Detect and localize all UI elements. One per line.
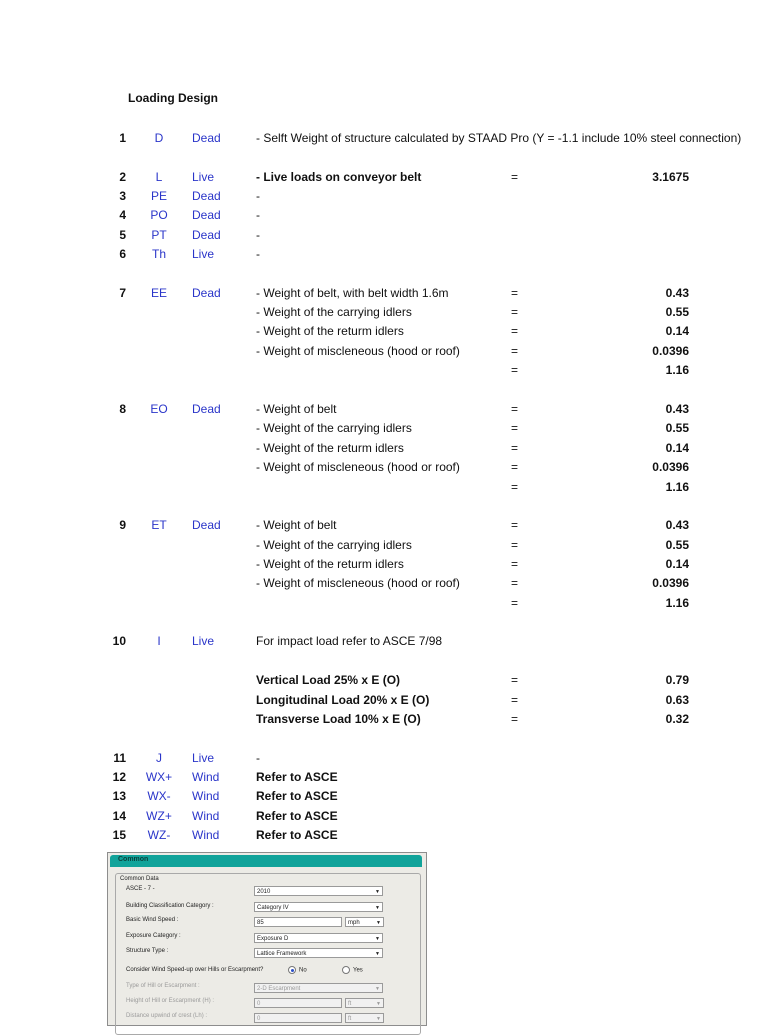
load-description: Refer to ASCE [256, 770, 338, 784]
row-number: 2 [119, 170, 126, 184]
dropdown-arrow-icon: ▼ [376, 920, 381, 926]
wind-speed-unit-select[interactable] [345, 917, 384, 927]
load-description: For impact load refer to ASCE 7/98 [256, 634, 443, 648]
hill-height-label: Height of Hill or Escarpment (H) : [126, 998, 215, 1004]
distance-label: Distance upwind of crest (Lh) : [126, 1013, 208, 1019]
load-value: 0.55 [665, 421, 689, 435]
wind-speed-input[interactable]: 85 [254, 917, 342, 927]
table-row [0, 458, 768, 476]
table-row [0, 439, 768, 457]
load-code: Th [151, 247, 166, 261]
load-type: Live [192, 751, 215, 765]
table-row [0, 168, 768, 186]
load-type: Live [192, 170, 215, 184]
equals-sign: = [511, 557, 519, 571]
load-total: 1.16 [665, 480, 689, 494]
exposure-value: Exposure D [257, 936, 289, 942]
load-description: - Weight of the carrying idlers [256, 421, 412, 435]
table-row [0, 807, 768, 825]
equals-sign: = [511, 441, 519, 455]
table-row [0, 787, 768, 805]
load-description: - Weight of the returm idlers [256, 557, 404, 571]
load-value: 0.32 [665, 712, 689, 726]
dialog-title: Common [118, 856, 149, 863]
load-code: J [156, 751, 162, 765]
structure-type-select[interactable] [254, 948, 383, 958]
row-number: 8 [119, 402, 126, 416]
table-row [0, 284, 768, 302]
table-row [0, 129, 768, 147]
load-type: Dead [192, 402, 221, 416]
dropdown-arrow-icon: ▼ [376, 1016, 381, 1022]
load-code: EO [150, 402, 168, 416]
table-row [0, 419, 768, 437]
load-description: - Weight of the carrying idlers [256, 305, 412, 319]
asce-value: 2010 [257, 889, 271, 895]
load-code: D [154, 131, 164, 145]
table-row [0, 671, 768, 689]
load-value: 0.14 [665, 557, 689, 571]
table-row [0, 361, 768, 379]
hill-type-select[interactable] [254, 983, 383, 993]
load-description: - Weight of the returm idlers [256, 324, 404, 338]
load-value: 0.55 [665, 538, 689, 552]
load-type: Live [192, 634, 215, 648]
dropdown-arrow-icon: ▼ [375, 986, 380, 992]
load-value: 0.43 [665, 402, 689, 416]
dropdown-arrow-icon: ▼ [375, 936, 380, 942]
equals-sign: = [511, 344, 519, 358]
table-row [0, 536, 768, 554]
load-description: - Weight of miscleneous (hood or roof) [256, 344, 460, 358]
distance-unit-select[interactable] [345, 1013, 384, 1023]
table-row [0, 187, 768, 205]
load-type: Dead [192, 208, 221, 222]
structure-type-label: Structure Type : [126, 948, 169, 954]
hill-height-unit-select[interactable] [345, 998, 384, 1008]
load-total: 1.16 [665, 363, 689, 377]
group-title: Common Data [120, 876, 159, 882]
row-number: 11 [113, 751, 126, 765]
load-description: - Live loads on conveyor belt [256, 170, 422, 184]
building-category-select[interactable] [254, 902, 383, 912]
equals-sign: = [511, 673, 519, 687]
load-code: WZ+ [146, 809, 172, 823]
equals-sign: = [511, 596, 519, 610]
yes-radio-label: Yes [353, 967, 363, 974]
equals-sign: = [511, 518, 519, 532]
table-row [0, 245, 768, 263]
load-code: PT [151, 228, 167, 242]
asce-label: ASCE - 7 - [126, 886, 155, 892]
load-description: - Weight of the carrying idlers [256, 538, 412, 552]
load-type: Dead [192, 189, 221, 203]
equals-sign: = [511, 693, 519, 707]
load-value: 0.79 [665, 673, 689, 687]
equals-sign: = [511, 402, 519, 416]
load-description: Transverse Load 10% x E (O) [256, 712, 421, 726]
dropdown-arrow-icon: ▼ [376, 1001, 381, 1007]
load-type: Live [192, 247, 215, 261]
load-value: 0.43 [665, 286, 689, 300]
row-number: 10 [112, 634, 126, 648]
load-description: - Weight of belt [256, 518, 337, 532]
equals-sign: = [511, 286, 519, 300]
load-code: WX+ [145, 770, 173, 784]
radio-selected-icon [288, 966, 296, 974]
row-number: 6 [119, 247, 126, 261]
row-number: 5 [119, 228, 126, 242]
load-value: 0.0396 [652, 460, 689, 474]
row-number: 7 [119, 286, 126, 300]
table-row [0, 478, 768, 496]
load-description: - Weight of miscleneous (hood or roof) [256, 576, 460, 590]
exposure-select[interactable] [254, 933, 383, 943]
load-type: Dead [192, 518, 221, 532]
load-code: EE [150, 286, 167, 300]
load-value: 0.43 [665, 518, 689, 532]
table-row [0, 749, 768, 767]
equals-sign: = [511, 480, 519, 494]
equals-sign: = [511, 363, 519, 377]
yes-radio[interactable] [342, 966, 363, 974]
load-value: 0.14 [665, 441, 689, 455]
load-description: - Weight of belt [256, 402, 337, 416]
hill-height-input[interactable]: 0 [254, 998, 342, 1008]
distance-input[interactable]: 0 [254, 1013, 342, 1023]
table-row [0, 206, 768, 224]
load-description: - [256, 228, 260, 242]
no-radio-label: No [299, 967, 307, 974]
equals-sign: = [511, 460, 519, 474]
table-row [0, 574, 768, 592]
load-code: ET [151, 518, 167, 532]
equals-sign: = [511, 305, 519, 319]
load-description: - [256, 208, 260, 222]
row-number: 12 [112, 770, 126, 784]
speedup-label: Consider Wind Speed-up over Hills or Escarpment? [126, 967, 264, 973]
row-number: 15 [112, 828, 126, 842]
no-radio[interactable] [288, 966, 307, 974]
equals-sign: = [511, 712, 519, 726]
row-number: 14 [112, 809, 126, 823]
load-value: 0.55 [665, 305, 689, 319]
load-type: Dead [192, 228, 221, 242]
table-row [0, 768, 768, 786]
load-description: - Weight of miscleneous (hood or roof) [256, 460, 460, 474]
load-description: - [256, 189, 260, 203]
load-type: Wind [192, 828, 220, 842]
table-row [0, 826, 768, 844]
row-number: 3 [119, 189, 126, 203]
equals-sign: = [511, 421, 519, 435]
load-code: L [155, 170, 163, 184]
dropdown-arrow-icon: ▼ [375, 889, 380, 895]
dialog-title-bar [110, 855, 422, 867]
dropdown-arrow-icon: ▼ [375, 951, 380, 957]
load-code: PE [150, 189, 167, 203]
building-category-value: Category IV [257, 905, 289, 911]
row-number: 9 [119, 518, 126, 532]
wind-load-dialog [107, 852, 427, 1026]
load-description: - Selft Weight of structure calculated by STAAD Pro (Y = -1.1 include 10% steel connection) [256, 131, 742, 145]
table-row [0, 516, 768, 534]
table-row [0, 710, 768, 728]
table-row [0, 400, 768, 418]
load-code: WX- [147, 789, 171, 803]
asce-select[interactable] [254, 886, 383, 896]
table-row [0, 342, 768, 360]
load-value: 0.14 [665, 324, 689, 338]
table-row [0, 322, 768, 340]
page-title: Loading Design [128, 91, 218, 105]
load-description: Refer to ASCE [256, 809, 338, 823]
load-code: I [157, 634, 161, 648]
load-type: Wind [192, 809, 220, 823]
equals-sign: = [511, 324, 519, 338]
load-type: Dead [192, 286, 221, 300]
load-value: 0.0396 [652, 344, 689, 358]
load-description: Refer to ASCE [256, 789, 338, 803]
load-description: - [256, 247, 260, 261]
building-category-label: Building Classification Category : [126, 903, 214, 909]
row-number: 4 [119, 208, 126, 222]
load-value: 3.1675 [652, 170, 689, 184]
hill-type-label: Type of Hill or Escarpment : [126, 983, 200, 989]
equals-sign: = [511, 170, 519, 184]
table-row [0, 555, 768, 573]
row-number: 1 [119, 131, 126, 145]
load-type: Wind [192, 789, 220, 803]
dropdown-arrow-icon: ▼ [375, 905, 380, 911]
equals-sign: = [511, 538, 519, 552]
load-total: 1.16 [665, 596, 689, 610]
wind-speed-unit: mph [348, 920, 360, 926]
table-row [0, 691, 768, 709]
load-value: 0.63 [665, 693, 689, 707]
hill-type-value: 2-D Escarpment [257, 986, 301, 992]
load-type: Dead [192, 131, 221, 145]
load-description: Longitudinal Load 20% x E (O) [256, 693, 430, 707]
load-description: - Weight of belt, with belt width 1.6m [256, 286, 449, 300]
exposure-label: Exposure Category : [126, 933, 181, 939]
hill-height-unit: ft [348, 1001, 352, 1007]
table-row [0, 226, 768, 244]
table-row [0, 594, 768, 612]
equals-sign: = [511, 576, 519, 590]
load-description: - [256, 751, 260, 765]
table-row [0, 303, 768, 321]
load-description: - Weight of the returm idlers [256, 441, 404, 455]
load-code: PO [150, 208, 168, 222]
row-number: 13 [112, 789, 126, 803]
wind-speed-label: Basic Wind Speed : [126, 917, 179, 923]
radio-unselected-icon [342, 966, 350, 974]
load-value: 0.0396 [652, 576, 689, 590]
load-description: Vertical Load 25% x E (O) [256, 673, 401, 687]
load-type: Wind [192, 770, 220, 784]
distance-unit: ft [348, 1016, 352, 1022]
table-row [0, 632, 768, 650]
structure-type-value: Lattice Framework [257, 951, 307, 957]
load-description: Refer to ASCE [256, 828, 338, 842]
load-code: WZ- [147, 828, 171, 842]
